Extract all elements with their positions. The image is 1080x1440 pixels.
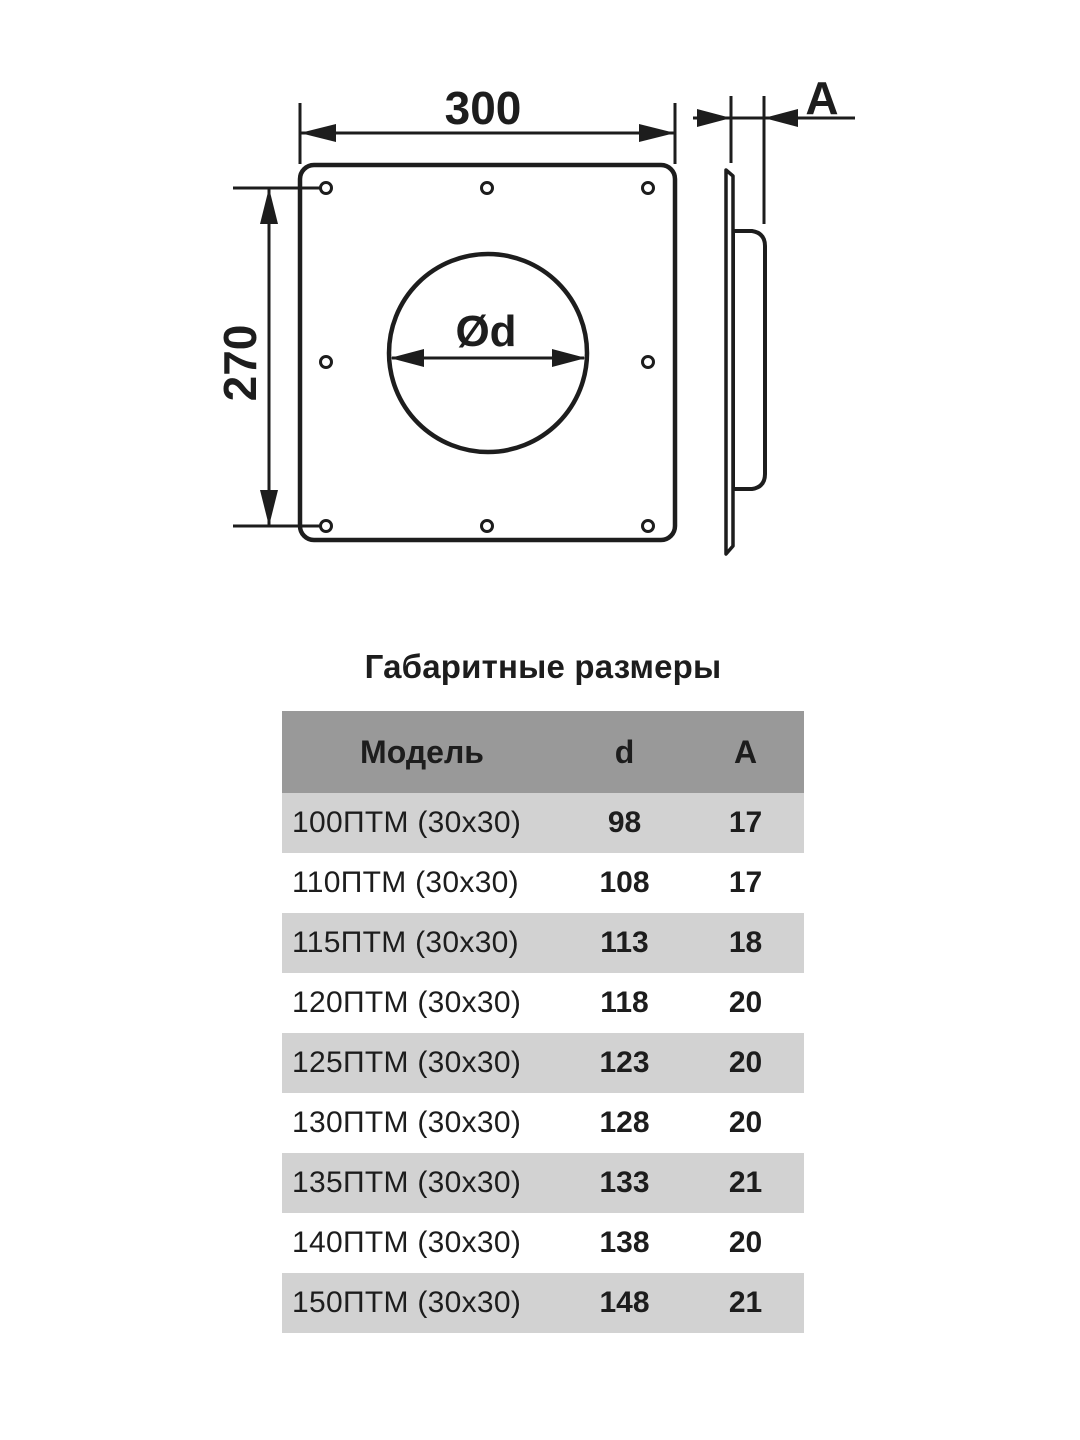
table-row — [282, 1093, 804, 1153]
cell-d: 98 — [562, 793, 687, 853]
cell-a: 20 — [687, 973, 804, 1033]
table-title: Габаритные размеры — [364, 648, 722, 685]
cell-model: 125ПТМ (30х30) — [282, 1033, 562, 1093]
cell-model: 100ПТМ (30х30) — [282, 793, 562, 853]
cell-a: 17 — [687, 793, 804, 853]
table-row — [282, 913, 804, 973]
dimensions-table-body — [282, 793, 804, 1333]
column-header-a: A — [687, 711, 804, 793]
height-label: 270 — [214, 324, 266, 402]
front-view — [214, 82, 675, 540]
arrowhead-right — [639, 124, 675, 142]
cell-model: 135ПТМ (30х30) — [282, 1153, 562, 1213]
dimensions-table — [282, 711, 804, 1333]
cell-model: 140ПТМ (30х30) — [282, 1213, 562, 1273]
table-row — [282, 973, 804, 1033]
dimension-width — [300, 82, 675, 164]
arrowhead-left — [697, 109, 731, 127]
plate-edge — [726, 170, 733, 554]
cell-model: 115ПТМ (30х30) — [282, 913, 562, 973]
cell-d: 148 — [562, 1273, 687, 1333]
arrowhead-right — [764, 109, 798, 127]
column-header-model: Модель — [282, 711, 562, 793]
collar-outline — [733, 231, 765, 489]
side-view — [693, 72, 855, 554]
cell-d: 118 — [562, 973, 687, 1033]
dimension-thickness — [693, 72, 855, 224]
column-header-d: d — [562, 711, 687, 793]
arrowhead-left — [300, 124, 336, 142]
diameter-label: Ød — [455, 307, 517, 356]
table-row — [282, 1153, 804, 1213]
width-label: 300 — [444, 82, 522, 134]
cell-d: 128 — [562, 1093, 687, 1153]
arrowhead-bottom — [260, 490, 278, 526]
cell-a: 21 — [687, 1273, 804, 1333]
thickness-label: A — [805, 72, 839, 124]
cell-a: 20 — [687, 1213, 804, 1273]
cell-model: 150ПТМ (30х30) — [282, 1273, 562, 1333]
cell-a: 21 — [687, 1153, 804, 1213]
cell-d: 113 — [562, 913, 687, 973]
cell-d: 133 — [562, 1153, 687, 1213]
cell-model: 130ПТМ (30х30) — [282, 1093, 562, 1153]
table-row — [282, 1033, 804, 1093]
arrowhead-top — [260, 188, 278, 224]
table-row — [282, 1213, 804, 1273]
cell-a: 20 — [687, 1093, 804, 1153]
cell-d: 108 — [562, 853, 687, 913]
cell-a: 17 — [687, 853, 804, 913]
table-row — [282, 793, 804, 853]
cell-d: 138 — [562, 1213, 687, 1273]
technical-drawing — [0, 0, 1080, 640]
table-header-row — [282, 711, 804, 793]
table-row — [282, 853, 804, 913]
cell-model: 110ПТМ (30х30) — [282, 853, 562, 913]
cell-a: 20 — [687, 1033, 804, 1093]
cell-model: 120ПТМ (30х30) — [282, 973, 562, 1033]
cell-a: 18 — [687, 913, 804, 973]
cell-d: 123 — [562, 1033, 687, 1093]
table-row — [282, 1273, 804, 1333]
